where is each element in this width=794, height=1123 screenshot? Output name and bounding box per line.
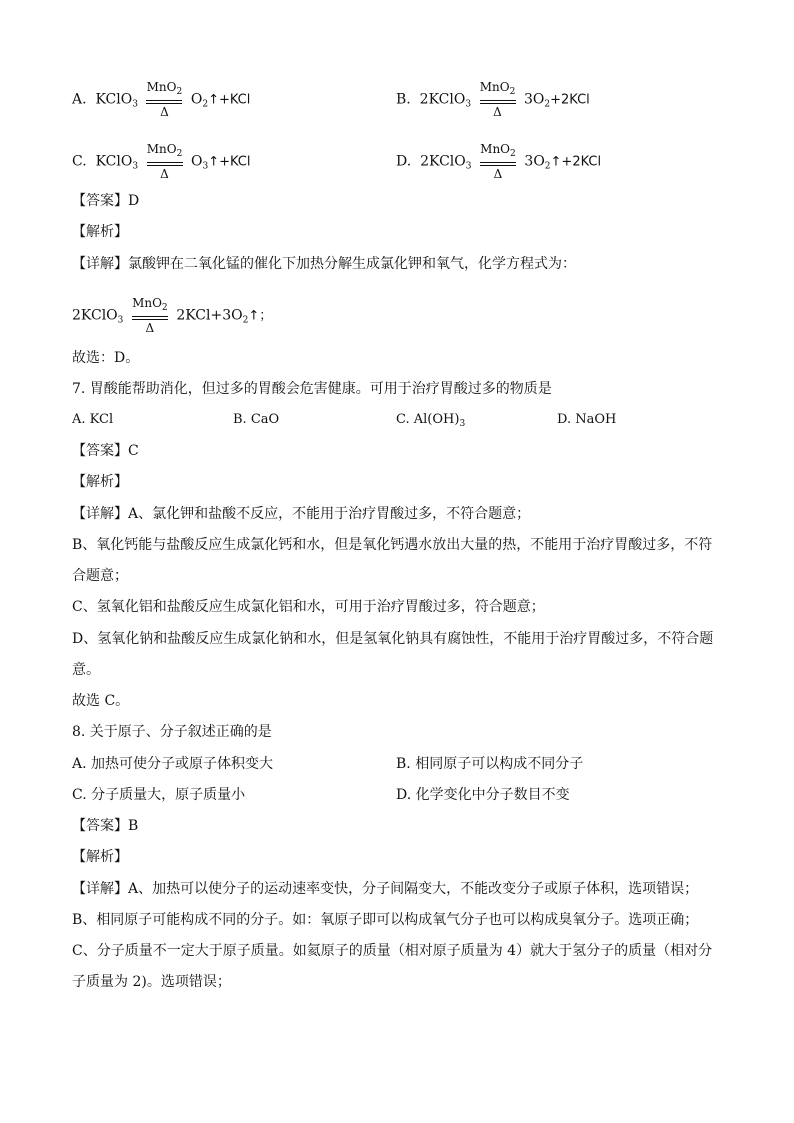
q7-option-b[interactable]: B. CaO [233,412,280,427]
q7-conclusion: 故选 C。 [72,693,130,709]
reaction-condition: $\frac{MnO_2}{\Delta}$ [146,142,183,181]
reaction-condition: $\frac{MnO_2}{\Delta}$ [480,142,516,181]
q6-option-b[interactable]: B. 2KClO$_3$ $\frac{MnO_2}{\Delta}$ $3O_2+2KCl$ [396,80,590,119]
q7-detail-b: B、氧化钙能与盐酸反应生成氯化钙和水，但是氧化钙遇水放出大量的热，不能用于治疗胃酸过多，不符 [72,537,713,553]
q6-conclusion: 故选：D。 [72,350,140,366]
q7-option-d[interactable]: D. NaOH [557,412,617,427]
reaction-condition: $\frac{MnO_2}{\Delta}$ [479,80,516,119]
q8-option-c[interactable]: C. 分子质量大，原子质量小 [72,787,246,803]
q7-detail-d-cont: 意。 [72,662,100,678]
q7-detail-d: D、氢氧化钠和盐酸反应生成氯化钠和水，但是氢氧化钠具有腐蚀性，不能用于治疗胃酸过多，不符合题 [72,631,714,647]
double-bar-icon [480,162,516,166]
q8-question: 8. 关于原子、分子叙述正确的是 [72,724,272,740]
q6-option-a[interactable]: A. KClO$_3$ $\frac{MnO_2}{\Delta}$ $O_2↑+KCl$ [72,80,251,119]
q7-detail-a: 【详解】A、氯化钾和盐酸不反应，不能用于治疗胃酸过多，不符合题意； [72,506,531,522]
q8-detail-b: B、相同原子可能构成不同的分子。如：氧原子即可以构成氧气分子也可以构成臭氧分子。选项正确； [72,912,699,928]
q8-detail-a: 【详解】A、加热可以使分子的运动速率变快，分子间隔变大，不能改变分子或原子体积，选项错误； [72,881,699,897]
reaction-condition: $\frac{MnO_2}{\Delta}$ [132,296,168,335]
q6-analysis: 【解析】 [72,224,128,240]
q6-option-d[interactable]: D. 2KClO$_3$ $\frac{MnO_2}{\Delta}$ $3O_2↑+2KCl$ [396,142,602,181]
q6-answer: 【答案】D [72,193,140,209]
q7-option-c[interactable]: C. $Al(OH)_3$ [396,412,466,429]
q7-answer: 【答案】C [72,443,139,459]
q6-detail: 【详解】氯酸钾在二氧化锰的催化下加热分解生成氯化钾和氧气，化学方程式为： [72,256,576,272]
q7-analysis: 【解析】 [72,474,128,490]
q7-detail-b-cont: 合题意； [72,568,128,584]
q7-question: 7. 胃酸能帮助消化，但过多的胃酸会危害健康。可用于治疗胃酸过多的物质是 [72,381,552,397]
double-bar-icon [147,162,183,166]
q8-answer: 【答案】B [72,818,139,834]
q8-analysis: 【解析】 [72,849,128,865]
q8-option-a[interactable]: A. 加热可使分子或原子体积变大 [72,756,274,772]
double-bar-icon [480,100,516,104]
double-bar-icon [146,100,182,104]
q7-option-a[interactable]: A. KCl [72,412,114,427]
q8-option-d[interactable]: D. 化学变化中分子数目不变 [396,787,570,803]
double-bar-icon [132,316,168,320]
q6-equation: 2KClO$_3$ $\frac{MnO_2}{\Delta}$ $2KCl+3O_2↑$； [72,296,273,335]
q8-detail-c: C、分子质量不一定大于原子质量。如氦原子的质量（相对原子质量为 4）就大于氢分子的质量（相对分 [72,943,713,959]
q6-option-c[interactable]: C. KClO$_3$ $\frac{MnO_2}{\Delta}$ $O_3↑+KCl$ [72,142,251,181]
q7-detail-c: C、氢氧化铝和盐酸反应生成氯化铝和水，可用于治疗胃酸过多，符合题意； [72,599,545,615]
q8-detail-c-cont: 子质量为 2)。选项错误； [72,974,231,990]
q8-option-b[interactable]: B. 相同原子可以构成不同分子 [396,756,584,772]
reaction-condition: $\frac{MnO_2}{\Delta}$ [146,80,183,119]
